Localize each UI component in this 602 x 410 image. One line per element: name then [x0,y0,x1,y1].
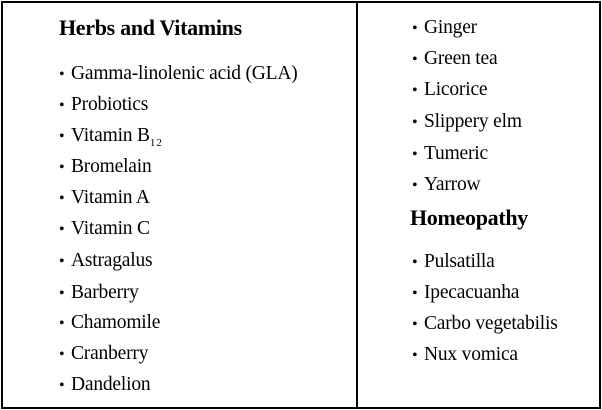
bullet: • [59,97,65,114]
list-item: • Ipecacuanha [412,282,520,303]
list-item: • Dandelion [59,374,151,395]
column-divider [356,3,358,407]
list-item: • Carbo vegetabilis [412,313,558,334]
list-item: • Cranberry [59,343,149,364]
bullet: • [59,253,65,270]
bullet: • [59,221,65,238]
bullet: • [412,316,418,333]
list-item: • Probiotics [59,94,149,115]
bullet: • [412,20,418,37]
bullet: • [412,177,418,194]
bullet: • [412,51,418,68]
heading-herbs-and-vitamins: Herbs and Vitamins [59,15,242,40]
list-item: • Nux vomica [412,344,518,365]
list-item: • Vitamin A [59,187,150,208]
list-item: • Bromelain [59,156,152,177]
bullet: • [412,82,418,99]
list-item: • Yarrow [412,174,481,195]
bullet: • [59,128,65,145]
bullet: • [59,190,65,207]
list-item: • Astragalus [59,250,153,271]
bullet: • [412,146,418,163]
bullet: • [412,347,418,364]
bullet: • [59,315,65,332]
table-frame [1,1,601,409]
list-item: • Barberry [59,282,139,303]
list-item: • Vitamin $B_{12}$ [59,125,163,149]
bullet: • [59,159,65,176]
heading-homeopathy: Homeopathy [410,205,529,230]
list-item: • Ginger [412,17,477,38]
list-item: • Licorice [412,79,488,100]
list-item: • Green tea [412,48,498,69]
vitamin-b-subscript: 12 [149,136,163,149]
list-item: • Gamma-linolenic acid (GLA) [59,63,298,84]
list-item: • Pulsatilla [412,251,495,272]
bullet: • [59,66,65,83]
list-item: • Chamomile [59,312,161,333]
bullet: • [59,377,65,394]
list-item: • Slippery elm [412,111,522,132]
list-item: • Tumeric [412,143,488,164]
bullet: • [412,254,418,271]
bullet: • [59,346,65,363]
list-item: • Vitamin C [59,218,150,239]
bullet: • [59,285,65,302]
bullet: • [412,114,418,131]
bullet: • [412,285,418,302]
